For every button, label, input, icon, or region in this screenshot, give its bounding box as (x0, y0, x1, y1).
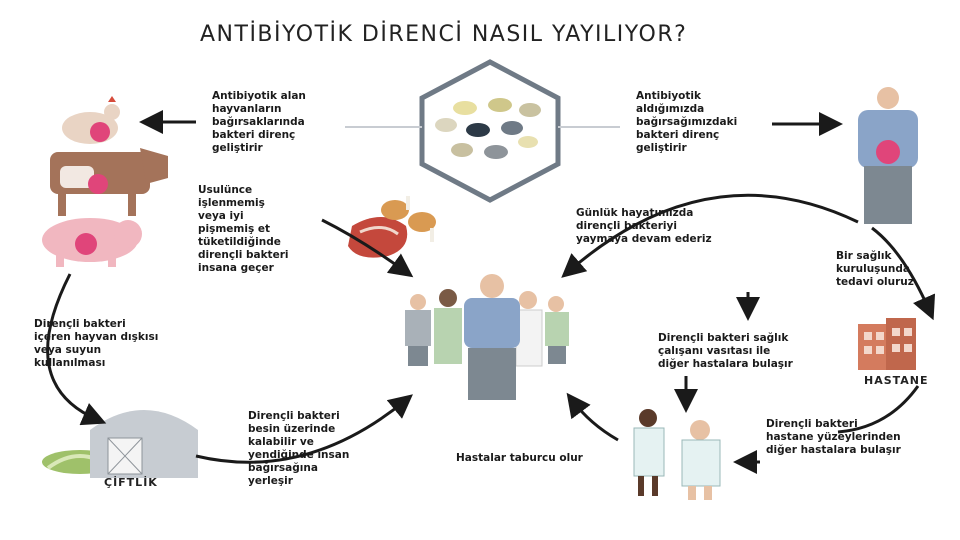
cow-icon (50, 148, 168, 216)
label-daily-life: Günlük hayatımızda dirençli bakteriyi yaymaya devam ederiz (576, 207, 712, 245)
people-group-icon (405, 274, 569, 400)
page-title: ANTİBİYOTİK DİRENCİ NASIL YAYILIYOR? (200, 22, 688, 47)
chicken-icon (62, 96, 120, 144)
label-surfaces: Dirençli bakteri hastane yüzeylerinden diğer hastalara bulaşır (766, 418, 901, 456)
hospital-tag: HASTANE (864, 374, 929, 387)
hospital-icon (858, 318, 916, 370)
label-crops: Dirençli bakteri besin üzerinde kalabilir ve yendiğinde insan bağırsağına yerleşir (248, 410, 350, 487)
antibiotics-hexagon (345, 62, 620, 200)
label-health-worker: Dirençli bakteri sağlık çalışanı vasıtası ile diğer hastalara bulaşır (658, 332, 793, 370)
farm-icon (42, 410, 198, 478)
label-hospital-care: Bir sağlık kuruluşunda tedavi oluruz (836, 250, 914, 288)
label-discharge: Hastalar taburcu olur (456, 452, 583, 464)
label-food: Usulünce işlenmemiş veya iyi pişmemiş et tüketildiğinde dirençli bakteri insana geçer (198, 184, 289, 274)
label-animals-gut: Antibiyotik alan hayvanların bağırsaklarında bakteri direnç geliştirir (212, 90, 306, 154)
man-icon (858, 87, 918, 224)
patients-icon (634, 409, 720, 500)
pig-icon (42, 218, 142, 267)
label-human-gut: Antibiyotik aldığımızda bağırsağımızdaki bakteri direnç geliştirir (636, 90, 738, 154)
meat-icon (348, 196, 436, 258)
label-manure: Dirençli bakteri içeren hayvan dışkısı veya suyun kullanılması (34, 318, 159, 369)
farm-tag: ÇİFTLİK (104, 476, 158, 489)
